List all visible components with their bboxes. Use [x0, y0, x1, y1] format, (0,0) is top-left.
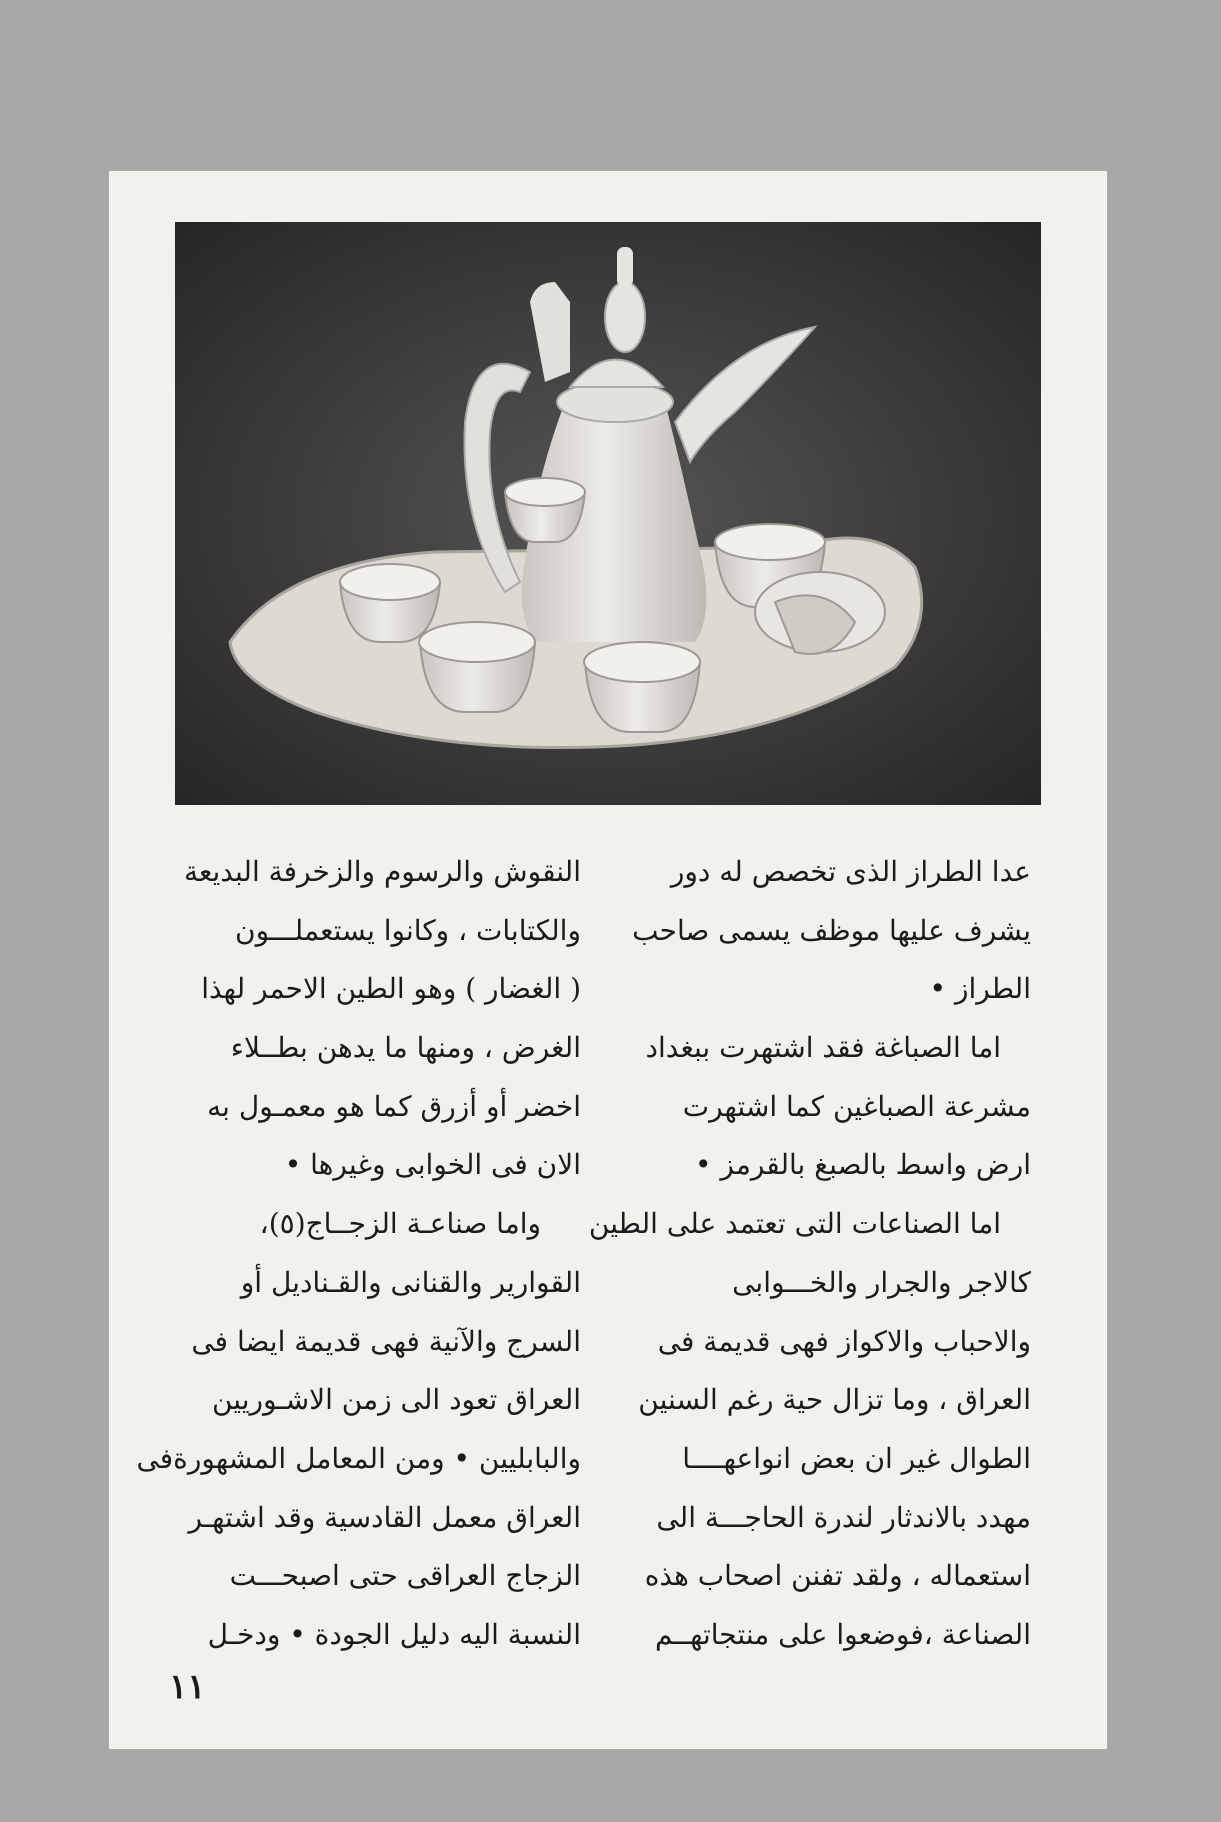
text-line: العراق تعود الى زمن الاشـوريين	[211, 1383, 581, 1417]
left-text-column	[136, 843, 581, 1665]
page-number: ١١	[169, 1667, 206, 1707]
book-page	[109, 171, 1107, 1749]
text-line: الطوال غير ان بعض انواعهــــا	[682, 1441, 1031, 1475]
text-line: يشرف عليها موظف يسمى صاحب	[632, 913, 1031, 947]
text-line: والاحباب والاكواز فهى قديمة فى	[657, 1324, 1031, 1358]
text-line: الطراز •	[929, 972, 1031, 1006]
text-line: اما الصناعات التى تعتمد على الطين	[588, 1207, 1001, 1241]
text-line: ( الغضار ) وهو الطين الاحمر لهذا	[201, 972, 581, 1006]
text-line: السرج والآنية فهى قديمة ايضا فى	[191, 1324, 581, 1358]
text-line: والبابليين • ومن المعامل المشهورةفى	[136, 1441, 581, 1475]
coffee-set-photo	[175, 222, 1041, 805]
text-line: الان فى الخوابى وغيرها •	[284, 1148, 581, 1182]
text-line: الصناعة ،فوضعوا على منتجاتهــم	[655, 1617, 1031, 1651]
text-line: العراق ، وما تزال حية رغم السنين	[638, 1383, 1031, 1417]
text-line: والكتابات ، وكانوا يستعملـــون	[235, 913, 581, 947]
text-line: مشرعة الصباغين كما اشتهرت	[682, 1089, 1031, 1123]
text-line: اما الصباغة فقد اشتهرت ببغداد	[645, 1031, 1001, 1065]
text-line: النقوش والرسوم والزخرفة البديعة	[183, 855, 581, 888]
text-line: واما صناعـة الزجــاج(٥)،	[259, 1207, 541, 1241]
text-line: القوارير والقنانى والقـناديل أو	[240, 1265, 581, 1299]
text-line: مهدد بالاندثار لندرة الحاجـــة الى	[656, 1500, 1031, 1534]
text-line: عدا الطراز الذى تخصص له دور	[670, 855, 1031, 888]
text-line: الزجاج العراقى حتى اصبحـــت	[229, 1559, 581, 1593]
text-line: استعماله ، ولقد تفنن اصحاب هذه	[644, 1559, 1031, 1593]
text-line: كالاجر والجرار والخـــوابى	[732, 1265, 1031, 1299]
text-line: ارض واسط بالصبغ بالقرمز •	[694, 1148, 1031, 1182]
text-line: العراق معمل القادسية وقد اشتهـر	[188, 1500, 581, 1534]
text-line: اخضر أو أزرق كما هو معمـول به	[207, 1089, 581, 1123]
right-text-column	[588, 843, 1031, 1665]
text-line: الغرض ، ومنها ما يدهن بطــلاء	[230, 1031, 581, 1065]
text-line: النسبة اليه دليل الجودة • ودخـل	[207, 1617, 581, 1651]
